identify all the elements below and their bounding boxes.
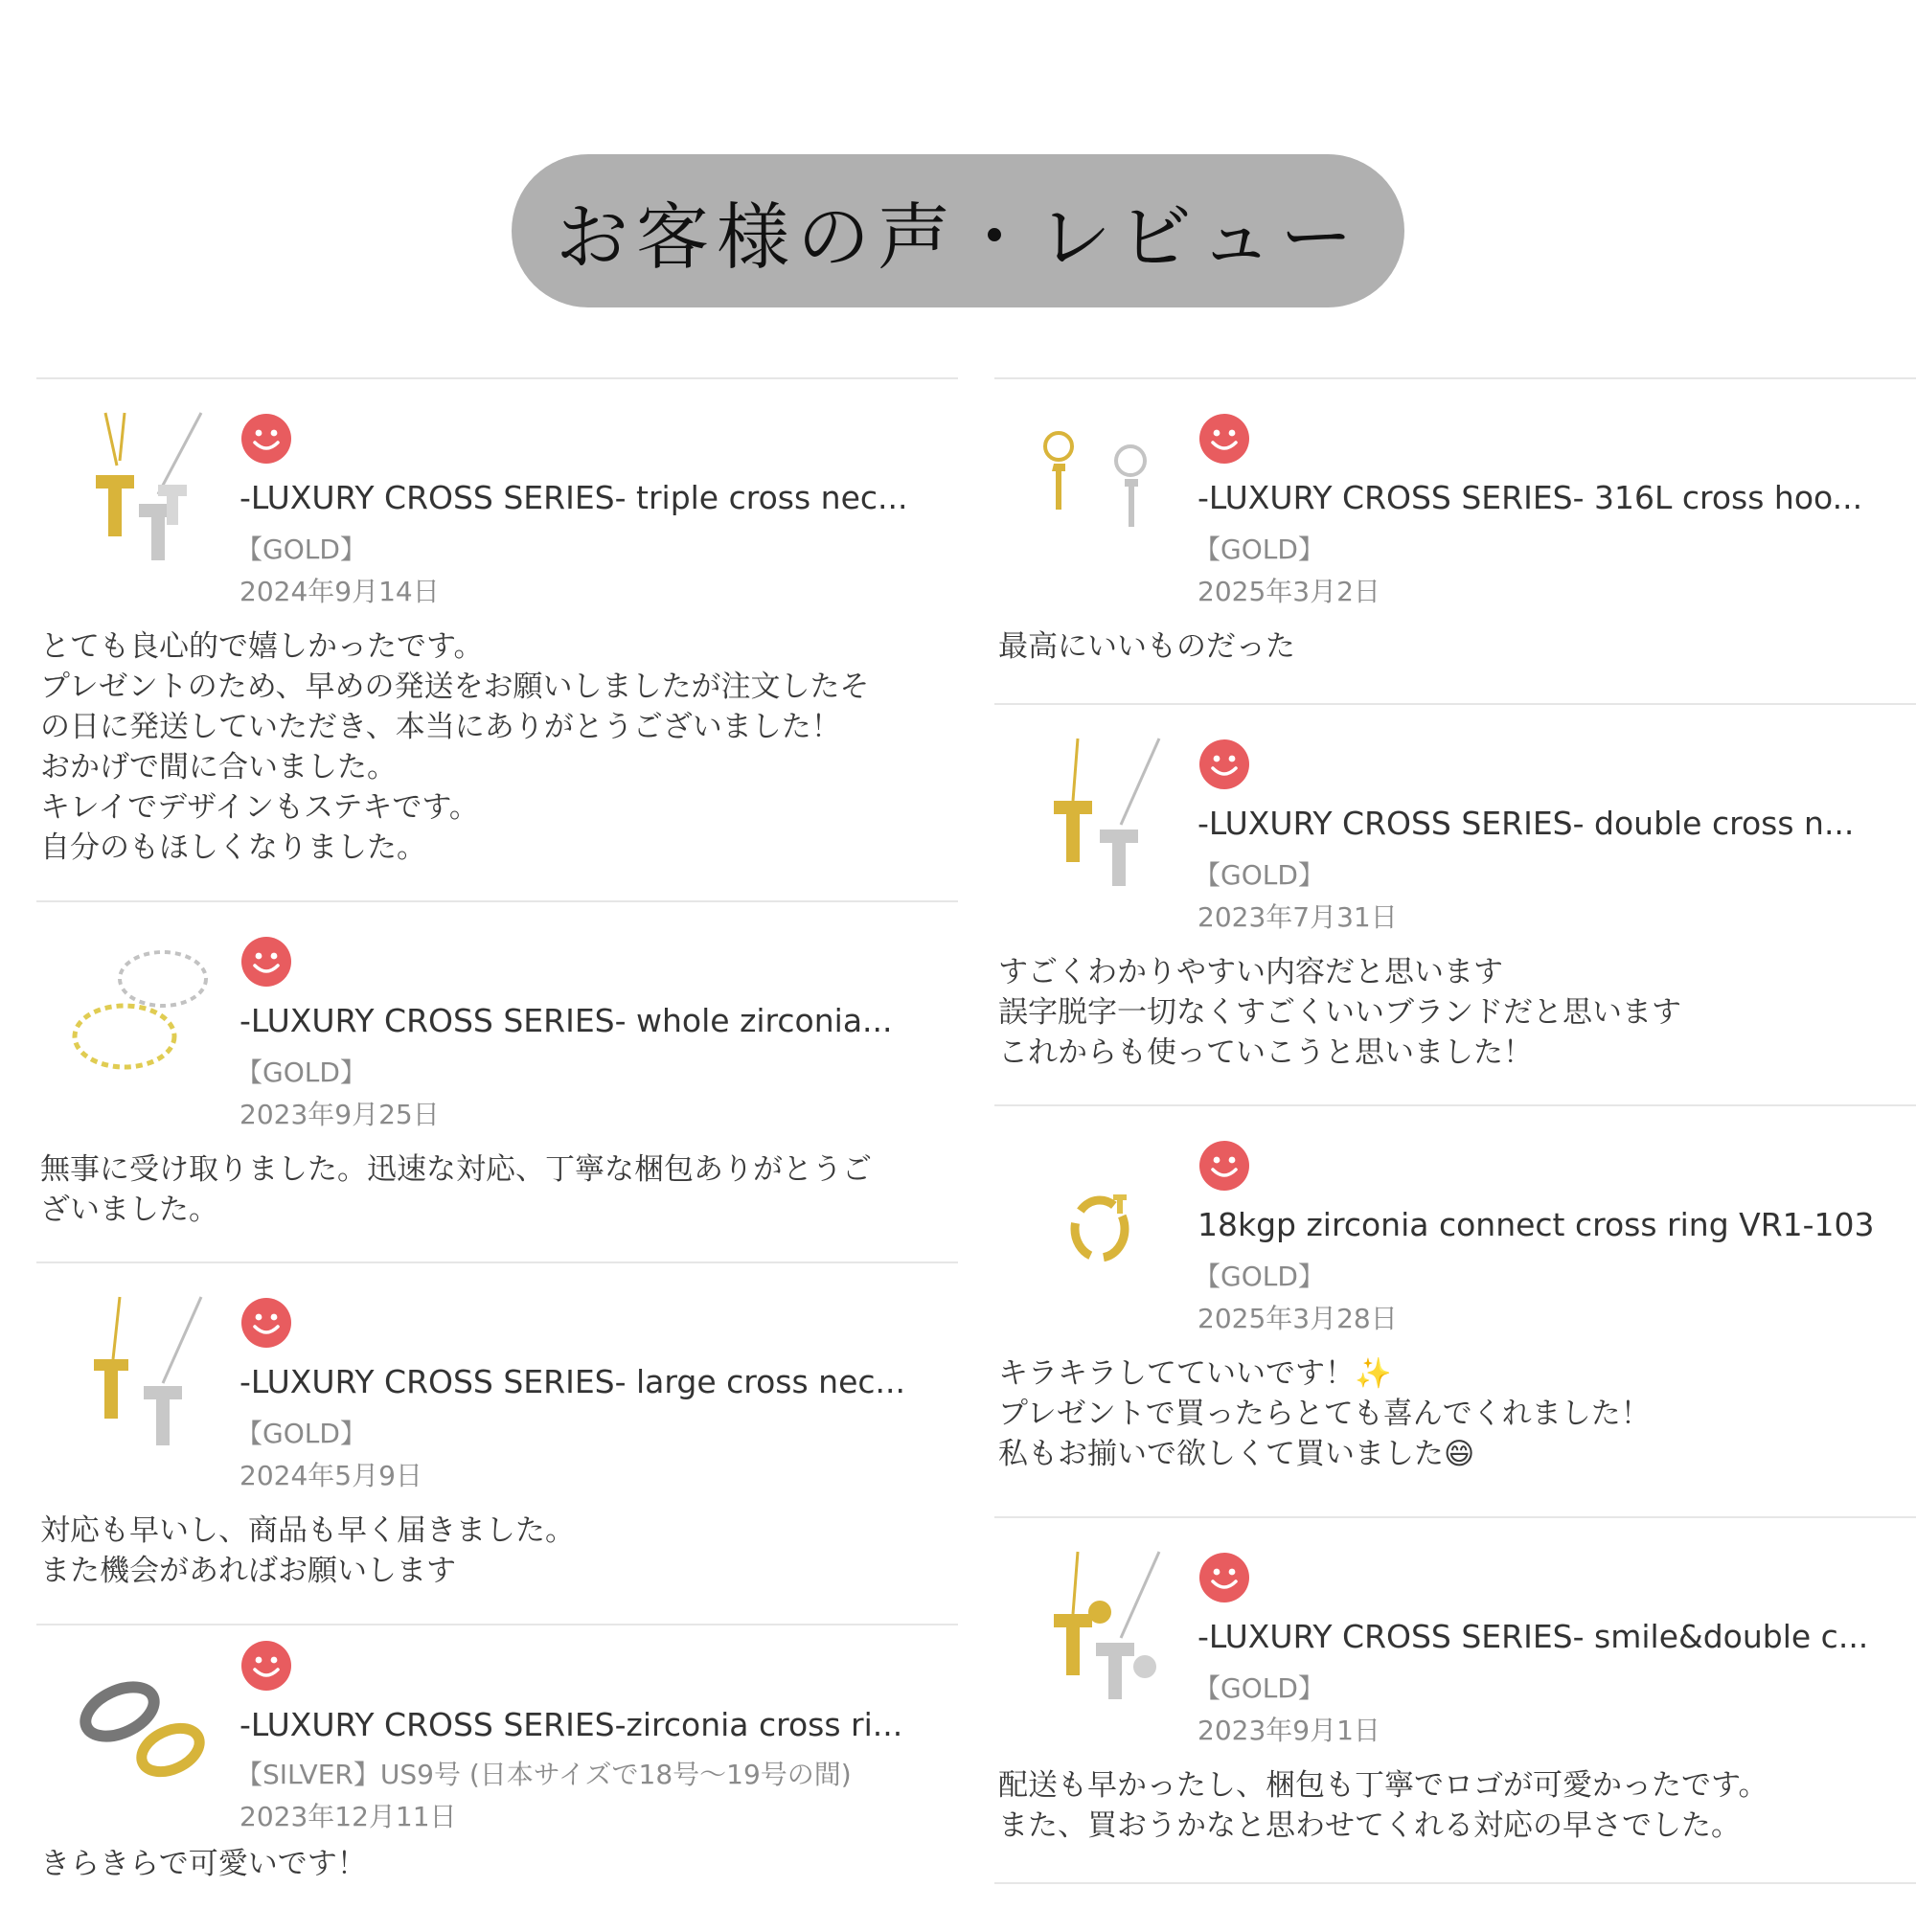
product-name[interactable]: -LUXURY CROSS SERIES- triple cross nec... [240,479,908,516]
smile-rating-icon [1199,414,1249,464]
product-variant: 【GOLD】 [1194,1672,1325,1704]
smile-rating-icon [241,1298,291,1348]
review-card [36,377,958,900]
product-name[interactable]: -LUXURY CROSS SERIES- whole zirconia... [240,1002,893,1039]
review-date: 2023年12月11日 [240,1801,457,1832]
review-line: とても良心的で嬉しかったです。 [40,629,484,664]
review-column-right [994,377,1916,1884]
review-card [36,1261,958,1624]
review-line: ざいました。 [40,1193,218,1227]
review-line: おかげで間に合いました。 [40,750,397,784]
review-line: 対応も早いし、商品も早く届きました。 [40,1513,575,1548]
smile-rating-icon [1199,1553,1249,1602]
review-line: また、買おうかなと思わせてくれる対応の早さでした。 [998,1808,1741,1843]
review-line: これからも使っていこうと思いました！ [998,1035,1533,1070]
review-line: プレゼントのため、早めの発送をお願いしましたが注文したそ [40,670,870,704]
review-line: 配送も早かったし、梱包も丁寧でロゴが可愛かったです。 [998,1768,1768,1803]
product-name[interactable]: -LUXURY CROSS SERIES- large cross nec... [240,1363,906,1400]
review-line: の日に発送していただき、本当にありがとうございました！ [40,710,841,744]
review-date: 2023年9月25日 [240,1099,440,1130]
product-variant: 【GOLD】 [236,1418,367,1449]
review-line: 自分のもほしくなりました。 [40,830,426,865]
product-name[interactable]: -LUXURY CROSS SERIES- 316L cross hoo... [1198,479,1863,516]
smile-rating-icon [1199,1141,1249,1191]
review-text [36,1149,958,1259]
product-variant: 【GOLD】 [1194,1261,1325,1292]
product-variant: 【GOLD】 [1194,859,1325,891]
review-card [994,377,1916,703]
review-text [36,626,958,897]
review-date: 2024年9月14日 [240,576,440,607]
review-line: すごくわかりやすい内容だと思います [998,955,1503,989]
review-date: 2025年3月28日 [1198,1303,1398,1334]
smile-rating-icon [241,414,291,464]
cross-ring-icon[interactable] [67,1645,211,1803]
page-title-pill [512,154,1404,307]
product-name[interactable]: 18kgp zirconia connect cross ring VR1-103 [1198,1206,1875,1243]
review-date: 2023年7月31日 [1198,901,1398,933]
smile-double-cross-necklace-icon[interactable] [1025,1547,1169,1705]
connect-cross-ring-icon[interactable] [1025,1135,1169,1293]
product-name[interactable]: -LUXURY CROSS SERIES- smile&double c... [1198,1618,1869,1655]
product-name[interactable]: -LUXURY CROSS SERIES- double cross n... [1198,805,1855,842]
large-cross-necklace-icon[interactable] [67,1292,211,1450]
review-line: きらきらで可愛いです！ [40,1847,367,1881]
review-card [36,1624,958,1932]
smile-rating-icon [241,937,291,987]
review-text [36,1844,958,1913]
review-card [994,703,1916,1104]
page-title: お客様の声・レビュー [556,193,1360,280]
double-cross-necklace-icon[interactable] [1025,734,1169,892]
bracelet-icon[interactable] [67,931,211,1089]
review-card [36,900,958,1261]
review-date: 2023年9月1日 [1198,1715,1380,1746]
smile-rating-icon [1199,739,1249,789]
triple-cross-necklace-icon[interactable] [67,408,211,566]
review-text [994,1353,1916,1503]
product-variant: 【SILVER】US9号 (日本サイズで18号～19号の間) [236,1759,852,1790]
product-variant: 【GOLD】 [236,534,367,565]
review-line: 私もお揃いで欲しくて買いました😄 [998,1437,1475,1471]
cross-hoop-earring-icon[interactable] [1025,408,1169,566]
review-line: 無事に受け取りました。迅速な対応、丁寧な梱包ありがとうご [40,1152,872,1187]
product-variant: 【GOLD】 [1194,534,1325,565]
review-line: キラキラしてていいです！✨ [998,1356,1392,1391]
product-variant: 【GOLD】 [236,1057,367,1088]
review-line: 最高にいいものだった [998,629,1295,664]
review-text [994,626,1916,695]
review-date: 2025年3月2日 [1198,576,1380,607]
review-line: 誤字脱字一切なくすごくいいブランドだと思います [998,995,1681,1030]
review-card [994,1104,1916,1516]
review-text [994,952,1916,1102]
review-line: キレイでデザインもステキです。 [40,790,479,825]
review-text [994,1765,1916,1875]
review-text [36,1511,958,1620]
review-line: プレゼントで買ったらとても喜んでくれました！ [998,1397,1651,1431]
review-column-left [36,377,958,1932]
product-name[interactable]: -LUXURY CROSS SERIES-zirconia cross ri... [240,1706,903,1743]
review-line: また機会があればお願いします [40,1554,456,1588]
review-card [994,1516,1916,1884]
review-date: 2024年5月9日 [240,1460,422,1491]
smile-rating-icon [241,1641,291,1691]
